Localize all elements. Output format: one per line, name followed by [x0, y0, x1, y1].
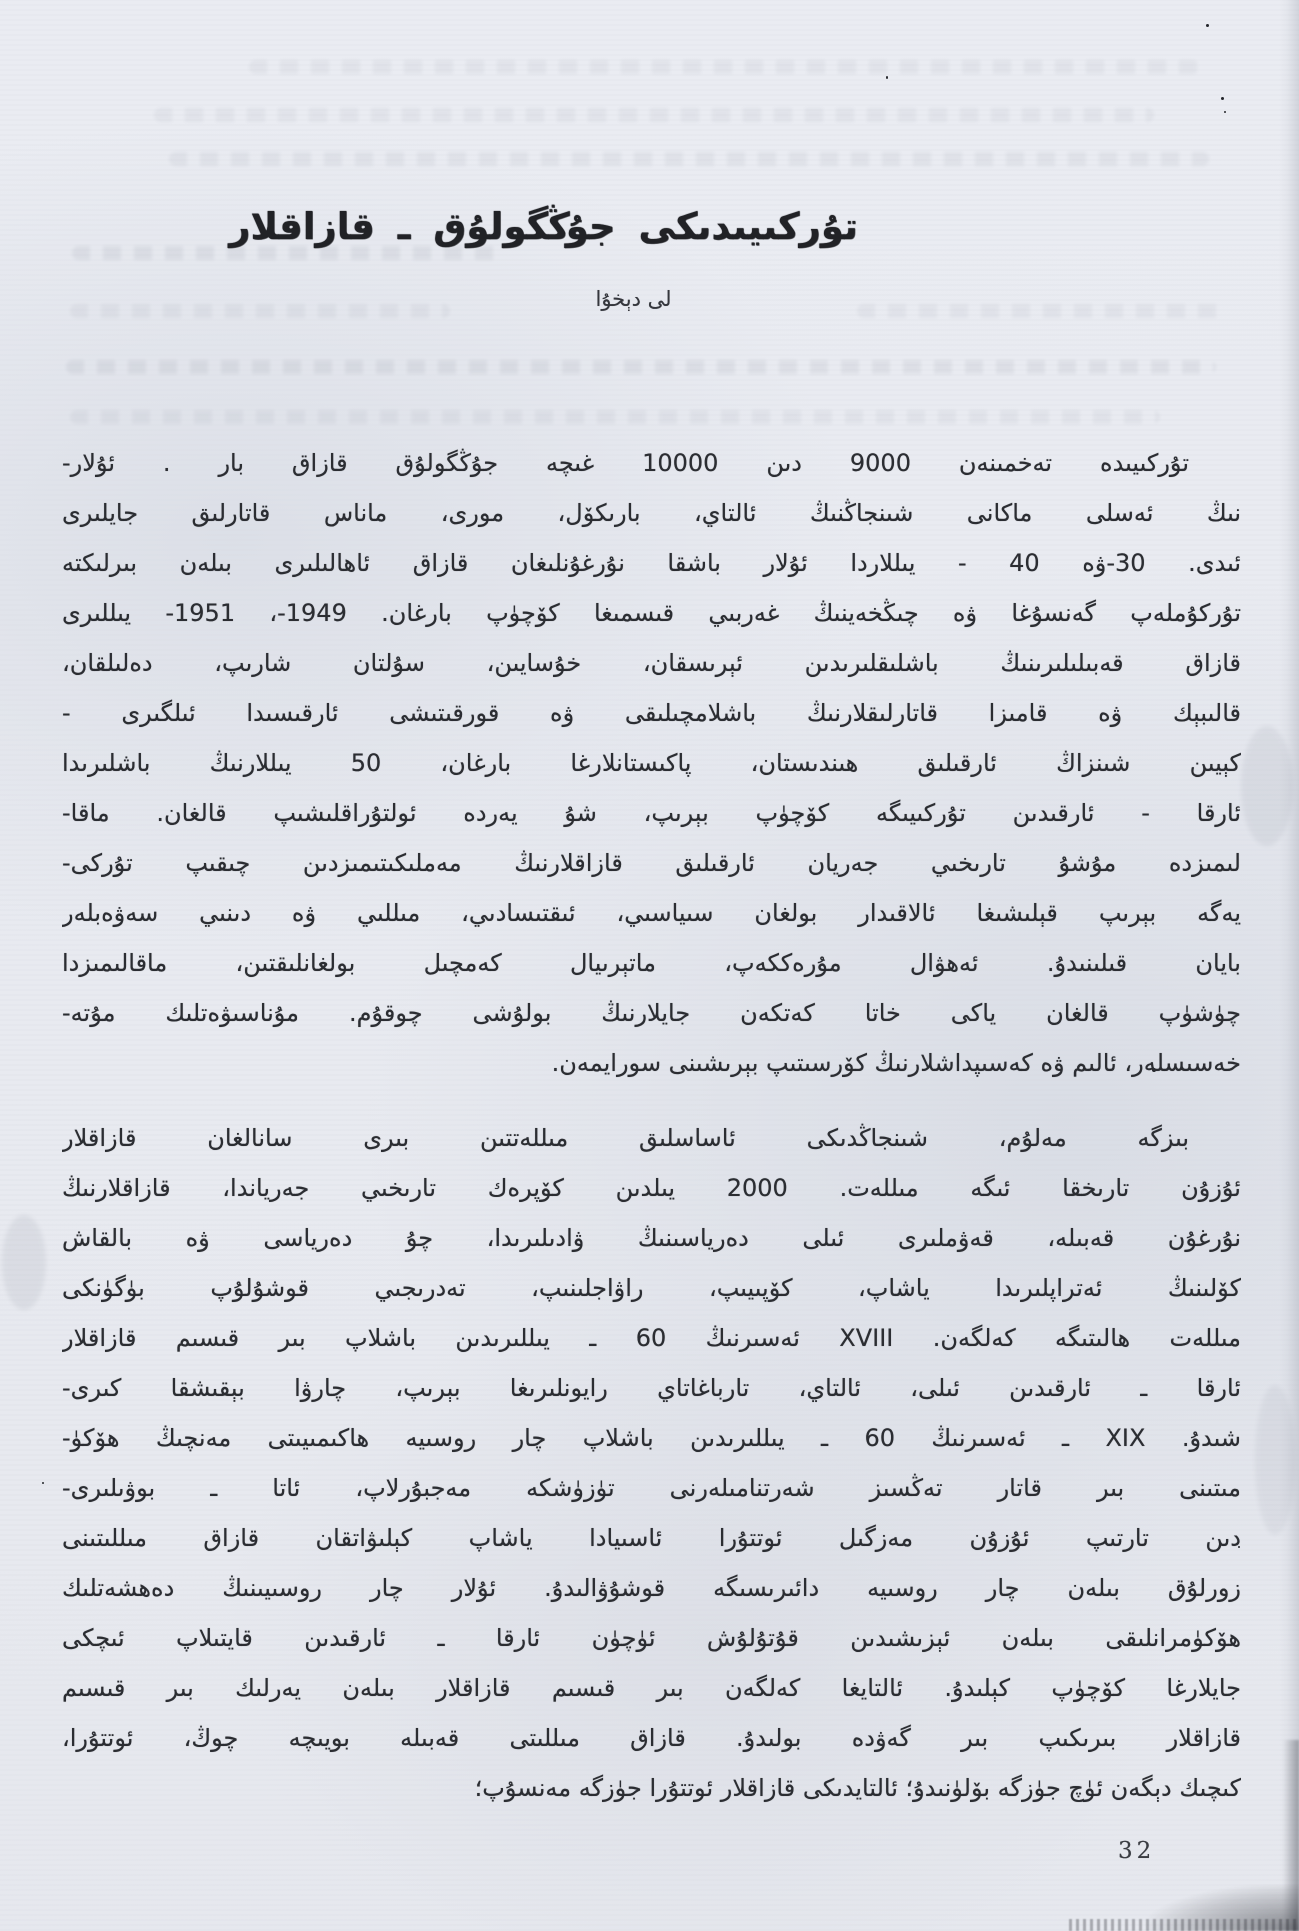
text-line: تۇركىيىدە تەخمىنەن 9000 دىن 10000 غىچە جۇڭگولۇق قازاق بار . ئۇلار- — [62, 449, 1189, 477]
paragraph — [62, 438, 1241, 1088]
text-line: كۆلىنىڭ ئەتراپلىرىدا ياشاپ، كۆپىيىپ، راۋاجلىنىپ، تەدرىجىي قوشۇلۇپ بۈگۈنكى — [62, 1274, 1241, 1302]
text-line: زورلۇق بىلەن چار روسىيە دائىرىسىگە قوشۇۋالىدۇ. ئۇلار چار روسىيىنىڭ دەھشەتلىك — [62, 1574, 1241, 1602]
text-line: مىللەت ھالىتىگە كەلگەن. XVIII ئەسىرنىڭ 60 ـ يىللىرىدىن باشلاپ بىر قىسىم قازاقلار — [62, 1324, 1241, 1352]
page-number: 32 — [1118, 1838, 1156, 1864]
text-line: خەسىسلەر، ئالىم ۋە كەسىپداشلارنىڭ كۆرسىتىپ بېرىشىنى سورايمەن. — [551, 1049, 1241, 1077]
text-line: شىدۇ. XIX ـ ئەسىرنىڭ 60 ـ يىللىرىدىن باشلاپ چار روسىيە ھاكىمىيىتى مەنچىڭ ھۆكۈ- — [62, 1424, 1241, 1452]
text-line: يەگە بېرىپ قېلىشىغا ئالاقىدار بولغان سىياسىي، ئىقتىسادىي، مىللىي ۋە دىنىي سەۋەبلەر — [62, 899, 1241, 927]
text-line: دىن تارتىپ ئۇزۇن مەزگىل ئوتتۇرا ئاسىيادا ياشاپ كېلىۋاتقان قازاق مىللىتىنى — [62, 1524, 1241, 1552]
text-line: بايان قىلىنىدۇ. ئەھۋال مۇرەككەپ، ماتېرىيال كەمچىل بولغانلىقتىن، ماقالىمىزدا — [62, 949, 1241, 977]
scan-edge-shading — [1279, 0, 1299, 1931]
scan-speck — [42, 1482, 44, 1484]
text-line: قازاقلار بىرىكىپ بىر گەۋدە بولىدۇ. قازاق مىللىتى قەبىلە بويىچە چوڭ، ئوتتۇرا، — [62, 1724, 1241, 1752]
text-line: كېيىن شىنزاڭ ئارقىلىق ھىندىستان، پاكىستانلارغا بارغان، 50 يىللارنىڭ باشلىرىدا — [62, 749, 1241, 777]
page-content — [62, 0, 1241, 1931]
text-line: نىڭ ئەسلى ماكانى شىنجاڭنىڭ ئالتاي، بارىكۆل، مورى، ماناس قاتارلىق جايلىرى — [62, 499, 1241, 527]
paragraph — [62, 1113, 1241, 1813]
text-line: ئارقا ـ ئارقىدىن ئىلى، ئالتاي، تارباغاتاي رايونلىرىغا بېرىپ، چارۋا بېقىشقا كىرى- — [62, 1374, 1241, 1402]
text-line: ھۆكۈمرانلىقى بىلەن ئېزىشىدىن قۇتۇلۇش ئۈچۈن ئارقا ـ ئارقىدىن قايتىلاپ ئىچكى — [62, 1624, 1241, 1652]
text-line: ئارقا - ئارقىدىن تۇركىيىگە كۆچۈپ بېرىپ، شۇ يەردە ئولتۇراقلىشىپ قالغان. ماقا- — [62, 799, 1241, 827]
text-line: كىچىك دېگەن ئۈچ جۈزگە بۆلۈنىدۇ؛ ئالتايدىكى قازاقلار ئوتتۇرا جۈزگە مەنسۇپ؛ — [474, 1774, 1241, 1802]
text-line: نۇرغۇن قەبىلە، قەۋملىرى ئىلى دەرياسىنىڭ ۋادىلىرىدا، چۇ دەرياسى ۋە بالقاش — [62, 1224, 1241, 1252]
text-line: تۇركۇملەپ گەنسۇغا ۋە چىڭخەينىڭ غەربىي قىسمىغا كۆچۈپ بارغان. 1949-، 1951- يىللىرى — [62, 599, 1241, 627]
text-line: قازاق قەبىلىلىرىنىڭ باشلىقلىرىدىن ئېرىسقان، خۇسايىن، سۇلتان شارىپ، دەلىلقان، — [62, 649, 1241, 677]
text-line: چۈشۈپ قالغان ياكى خاتا كەتكەن جايلارنىڭ بولۇشى چوقۇم. مۇناسىۋەتلىك مۇتە- — [62, 999, 1241, 1027]
text-line: بىزگە مەلۇم، شىنجاڭدىكى ئاساسلىق مىللەتتىن بىرى سانالغان قازاقلار — [62, 1124, 1189, 1152]
article-title: تۇركىيىدىكى جۇڭگولۇق ـ قازاقلار — [229, 204, 858, 248]
scan-artifact — [2, 1215, 46, 1310]
author-byline: لى دېخۇا — [595, 287, 672, 311]
text-line: جايلارغا كۆچۈپ كېلىدۇ. ئالتايغا كەلگەن بىر قىسىم قازاقلار بىلەن يەرلىك بىر قىسىم — [62, 1674, 1241, 1702]
text-line: مىتىنى بىر قاتار تەڭسىز شەرتنامىلەرنى تۈزۈشكە مەجبۇرلاپ، ئاتا ـ بوۋىلىرى- — [62, 1474, 1241, 1502]
text-line: ئىدى. 30-ۋە 40 - يىللاردا ئۇلار باشقا نۇرغۇنلىغان قازاق ئاھالىلىرى بىلەن بىرلىكتە — [62, 549, 1241, 577]
text-line: لىمىزدە مۇشۇ تارىخىي جەريان ئارقىلىق قازاقلارنىڭ مەملىكىتىمىزدىن چىقىپ تۇركى- — [62, 849, 1241, 877]
text-line: ئۇزۇن تارىخقا ئىگە مىللەت. 2000 يىلدىن كۆپرەك تارىخىي جەرياندا، قازاقلارنىڭ — [62, 1174, 1241, 1202]
text-line: قالىبېك ۋە قامىزا قاتارلىقلارنىڭ باشلامچىلىقى ۋە قورقىتىشى ئارقىسىدا ئىلگىرى - — [62, 699, 1241, 727]
body-text — [62, 438, 1241, 1813]
